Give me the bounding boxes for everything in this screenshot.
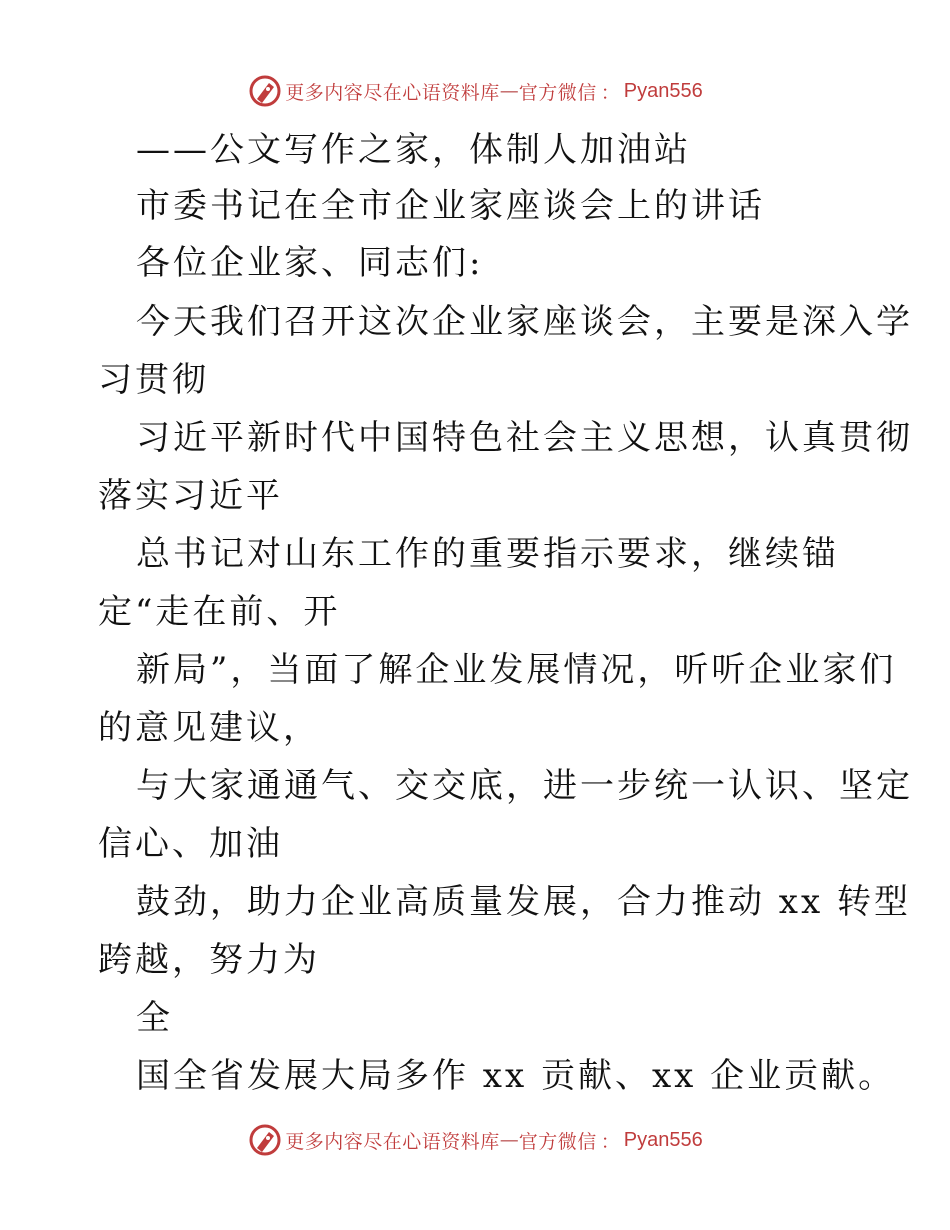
banner-official-label: 官方微信 (518, 1130, 597, 1153)
doc-line-4: 今天我们召开这次企业家座谈会，主要是深入学 (136, 302, 913, 342)
banner-main-text: 更多内容尽在心语资料库 (285, 1130, 500, 1153)
banner-dash: — (499, 80, 519, 102)
doc-line-11: 的意见建议， (98, 708, 320, 748)
doc-line-10: 新局”，当面了解企业发展情况，听听企业家们 (136, 650, 897, 690)
doc-line-8: 总书记对山东工作的重要指示要求，继续锚 (136, 534, 839, 574)
doc-line-15: 跨越，努力为 (98, 940, 320, 980)
header-watermark-banner (0, 71, 950, 111)
doc-line-7: 落实习近平 (98, 476, 283, 516)
doc-line-17: 国全省发展大局多作 xx 贡献、xx 企业贡献。 (136, 1056, 896, 1096)
doc-line-3: 各位企业家、同志们: (136, 243, 484, 283)
banner-main-text: 更多内容尽在心语资料库 (285, 81, 500, 104)
doc-line-1: ——公文写作之家，体制人加油站 (136, 130, 691, 170)
banner-separator: ： (600, 1130, 620, 1153)
doc-line-16: 全 (136, 998, 173, 1038)
banner-official-label: 官方微信 (518, 81, 597, 104)
banner-wechat-id: Pyan556 (623, 1128, 703, 1151)
doc-line-6: 习近平新时代中国特色社会主义思想，认真贯彻 (136, 418, 913, 458)
pen-nib-circle-icon (247, 73, 283, 109)
banner-separator: ： (600, 81, 620, 104)
banner-wechat-id: Pyan556 (623, 79, 703, 102)
footer-watermark-banner (0, 1120, 950, 1160)
doc-line-14: 鼓劲，助力企业高质量发展，合力推动 xx 转型 (136, 882, 911, 922)
banner-dash: — (499, 1129, 519, 1151)
doc-line-5: 习贯彻 (98, 360, 209, 400)
doc-line-12: 与大家通通气、交交底，进一步统一认识、坚定 (136, 766, 913, 806)
doc-line-9: 定“走在前、开 (98, 592, 341, 632)
doc-line-2: 市委书记在全市企业家座谈会上的讲话 (136, 186, 765, 226)
doc-line-13: 信心、加油 (98, 824, 283, 864)
pen-nib-circle-icon (247, 1122, 283, 1158)
